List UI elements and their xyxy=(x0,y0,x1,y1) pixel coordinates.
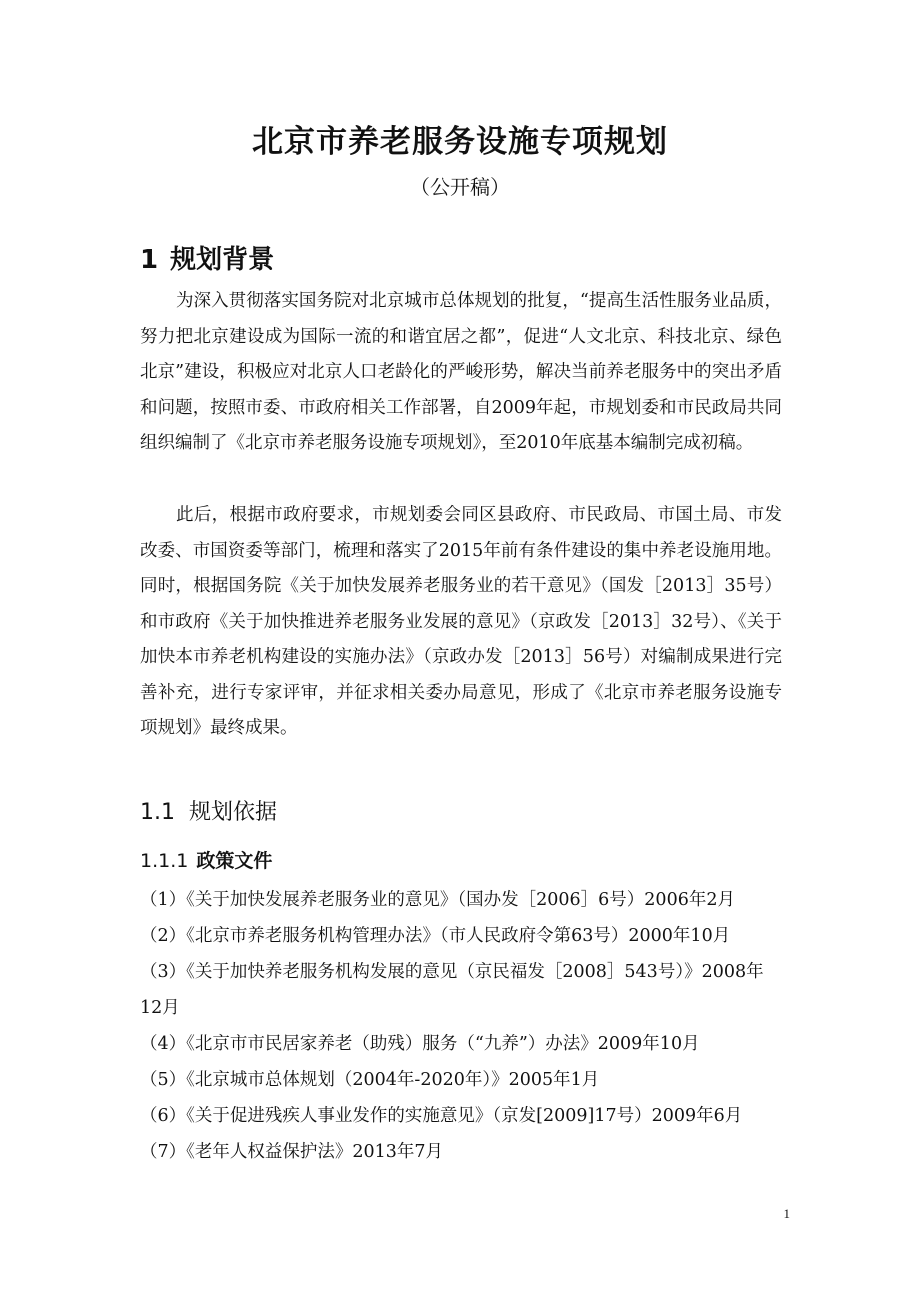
section-heading-1-1 xyxy=(140,795,277,826)
list-item: （1）《关于加快发展养老服务业的意见》（国办发［2006］6号）2006年2月 xyxy=(140,890,735,910)
section-title: 规划背景 xyxy=(170,245,275,275)
list-item: （6）《关于促进残疾人事业发作的实施意见》（京发[2009]17号）2009年6月 xyxy=(140,1106,743,1126)
section-heading-1 xyxy=(140,239,274,276)
section-number: 1 xyxy=(140,245,159,275)
section-title: 规划依据 xyxy=(189,800,278,825)
policy-document-list xyxy=(140,882,785,1170)
body-paragraph: 为深入贯彻落实国务院对北京城市总体规划的批复，“提高生活性服务业品质，努力把北京建设成为国际一流的和谐宜居之都”，促进“人文北京、科技北京、绿色北京”建设，积极应对北京人口老龄化的严峻形势，解决当前养老服务中的突出矛盾和问题，按照市委、市政府相关工作部署，自2009年起，市规划委和市民政局共同组织编制了《北京市养老服务设施专项规划》，至2010年底基本编制完成初稿。 xyxy=(140,291,782,453)
section-title: 政策文件 xyxy=(196,850,273,872)
document-title: 北京市养老服务设施专项规划 xyxy=(252,124,668,160)
section-number: 1.1.1 xyxy=(140,850,189,872)
page-number: 1 xyxy=(783,1206,790,1221)
section-heading-1-1-1 xyxy=(140,846,272,873)
list-item: （4）《北京市市民居家养老（助残）服务（“九养”）办法》2009年10月 xyxy=(140,1034,700,1054)
body-paragraph: 此后，根据市政府要求，市规划委会同区县政府、市民政局、市国土局、市发改委、市国资委等部门，梳理和落实了2015年前有条件建设的集中养老设施用地。同时，根据国务院《关于加快发展养老服务业的若干意见》（国发［2013］35号）和市政府《关于加快推进养老服务业发展的意见》（京政发［2013］32号）、《关于加快本市养老机构建设的实施办法》（京政办发［2013］56号）对编制成果进行完善补充，进行专家评审，并征求相关委办局意见，形成了《北京市养老服务设施专项规划》最终成果。 xyxy=(140,505,782,738)
list-item: （3）《关于加快养老服务机构发展的意见（京民福发［2008］543号）》2008年12月 xyxy=(140,962,764,1018)
list-item: （5）《北京城市总体规划（2004年-2020年）》2005年1月 xyxy=(140,1070,600,1090)
document-subtitle: （公开稿） xyxy=(410,175,510,199)
list-item: （2）《北京市养老服务机构管理办法》（市人民政府令第63号）2000年10月 xyxy=(140,926,731,946)
section-number: 1.1 xyxy=(140,800,175,825)
list-item: （7）《老年人权益保护法》2013年7月 xyxy=(140,1142,444,1162)
